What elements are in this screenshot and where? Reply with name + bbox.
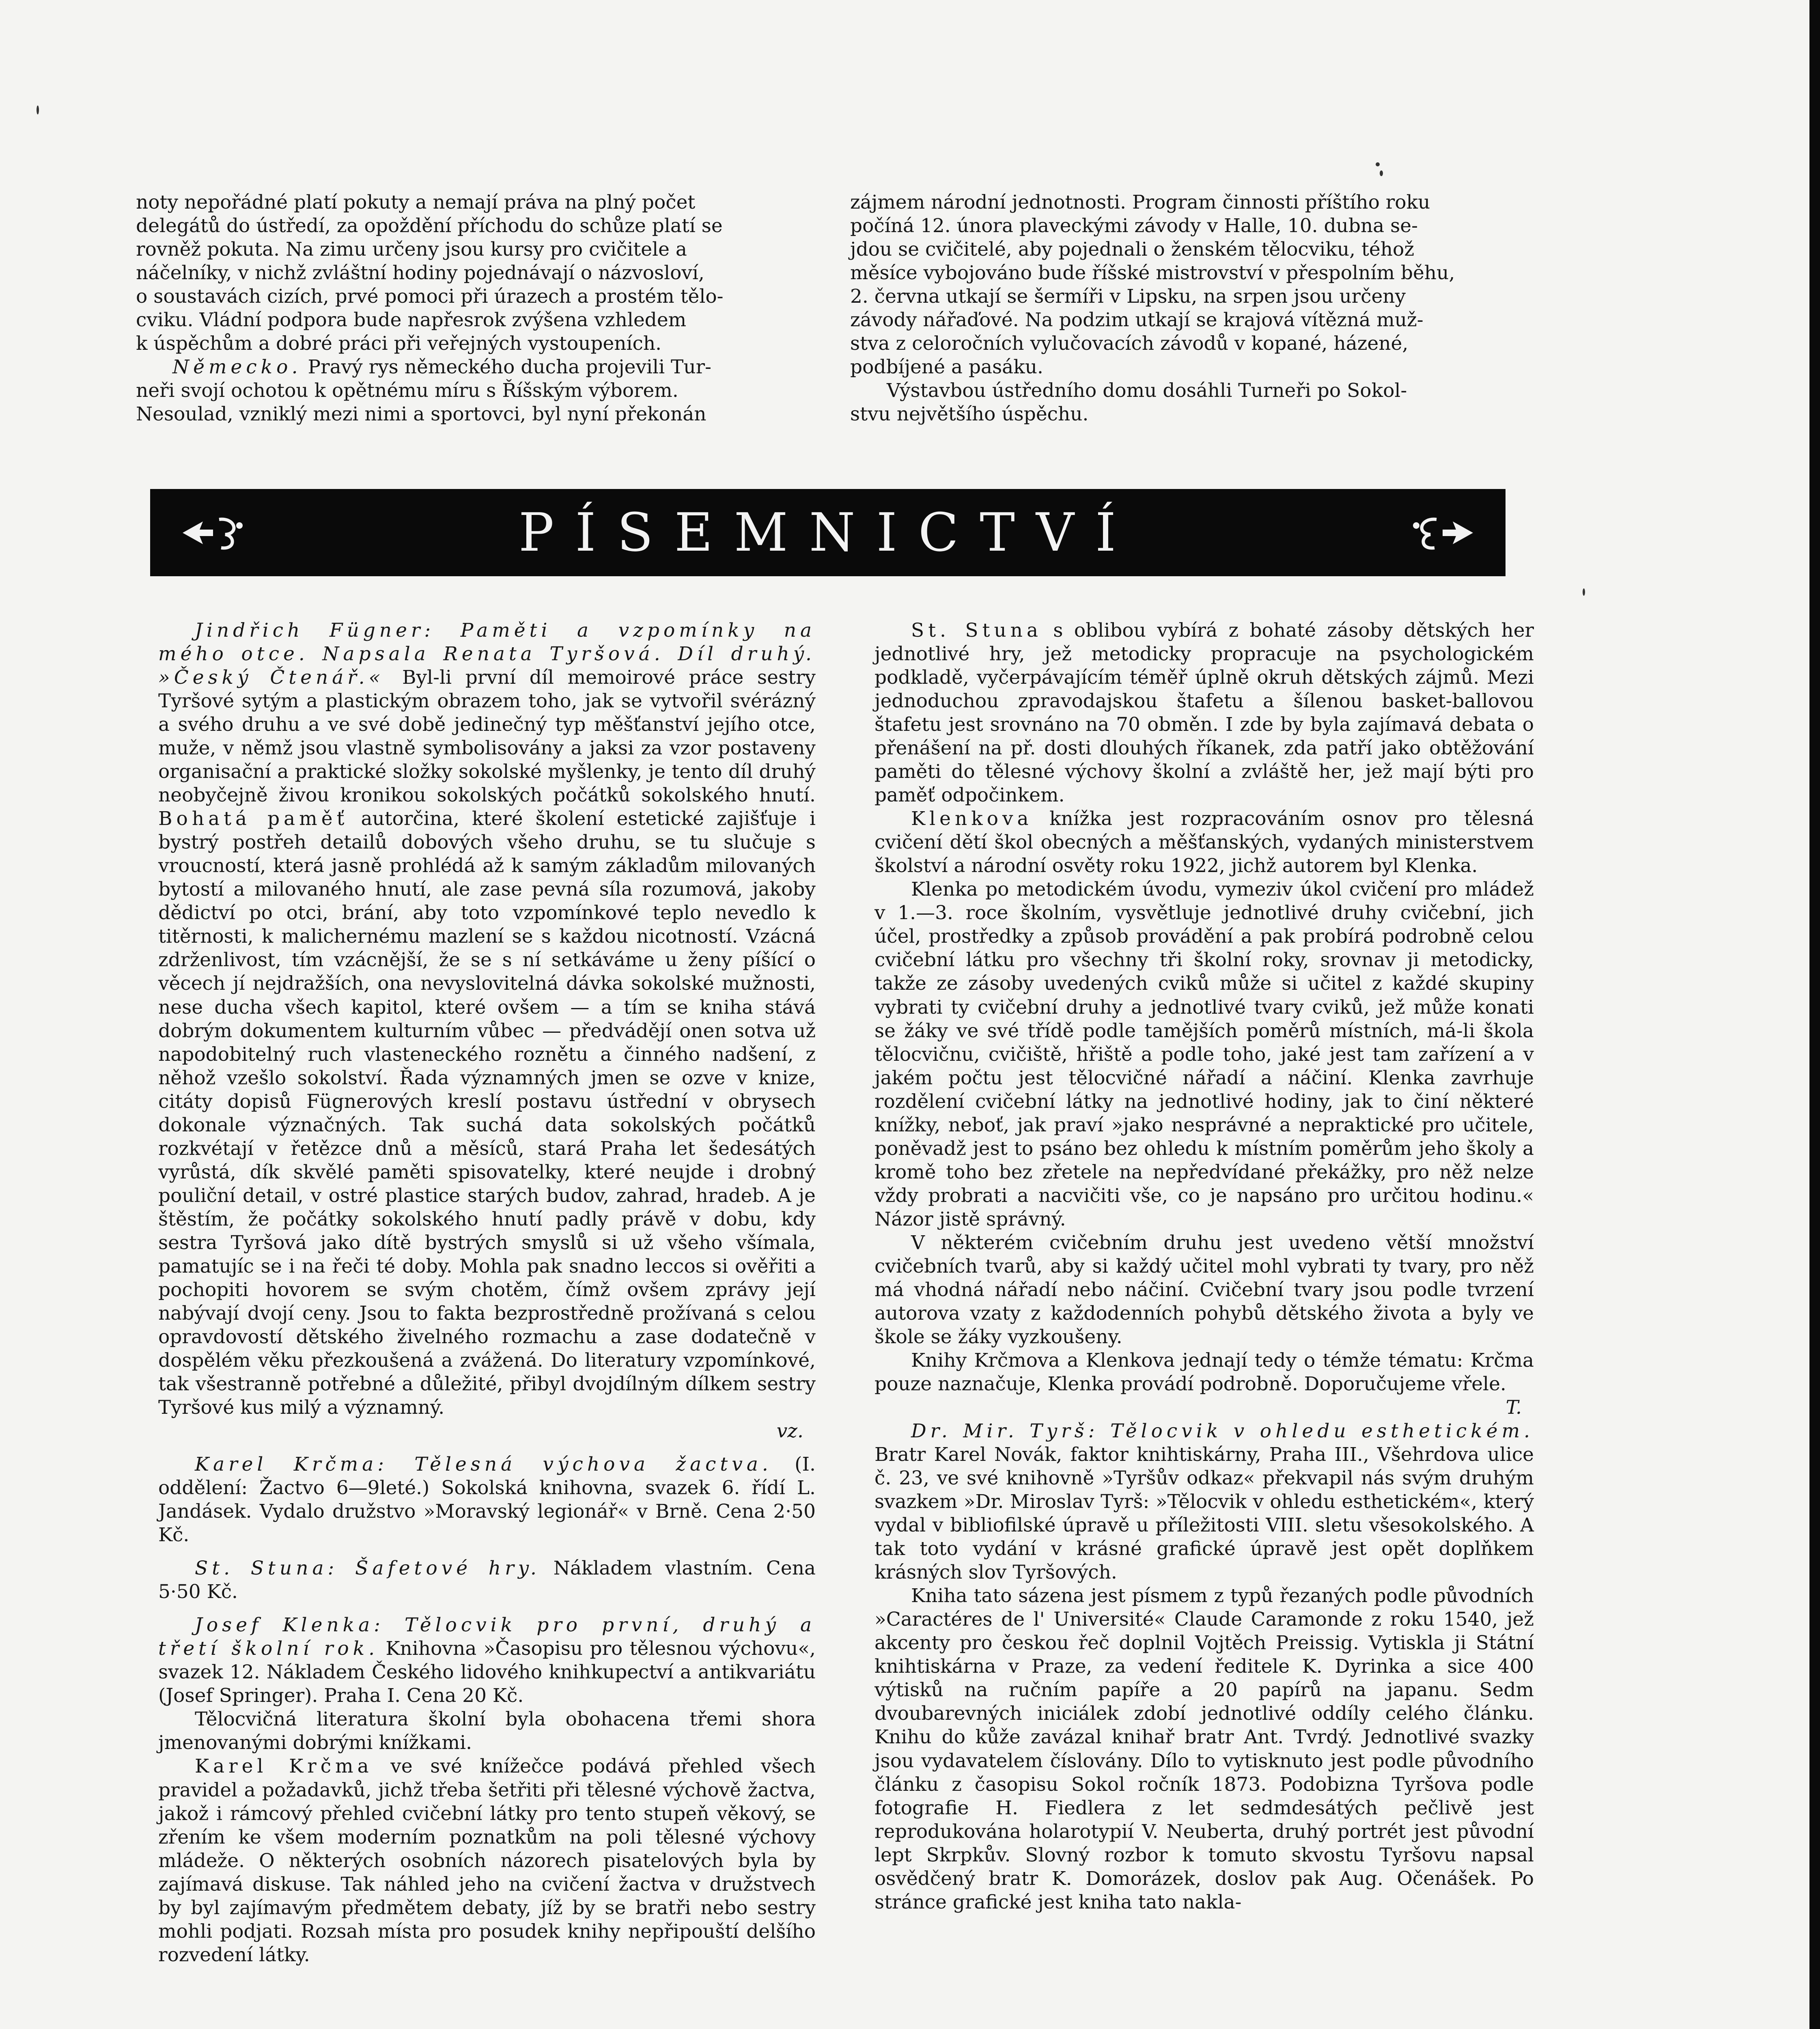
fugner-text: Byl-li první díl memoirové práce sestry Tyršové sytým a plastickým obrazem toho, jak se vytvořil svérázný a svého druhu a ve své době jedinečný typ měšťanství jejího otce, muže, v němž jsou vlastně symbolisovány a jaksi za vzor postaveny organisační a praktické složky sokolské myšlenky, je tento díl druhý neobyčejně živou kronikou sokolských počátků sokolského hnutí.: [158, 666, 816, 807]
top-right-line: 2. června utkají se šermíři v Lipsku, na srpen jsou určeny: [850, 285, 1406, 308]
section-title: PÍSEMNICTVÍ: [518, 502, 1137, 563]
klenka-paragraph-text: knížka jest rozpracováním osnov pro tělesná cvičení dětí škol obecných a měšťanských, vydaných ministerstvem školství a národní osvěty roku 1922, jichž autorem byl Klenka.: [874, 808, 1534, 877]
review-right-column: [874, 619, 1534, 1914]
klenka-title: Josef Klenka: Tělocvik pro první, druhý a třetí školní rok.: [158, 1614, 816, 1660]
top-left-line: noty nepořádné platí pokuty a nemají práva na plný počet: [136, 191, 696, 213]
nemecko-line: Nesoulad, vzniklý mezi nimi a sportovci, byl nyní překonán: [136, 403, 706, 426]
review-left-column: [158, 619, 816, 1967]
stuna-title: St. Stuna: Šafetové hry.: [195, 1557, 541, 1580]
klenka-paragraph-1: [874, 807, 1534, 878]
scan-speck: [1376, 162, 1380, 166]
tyrs-title: Dr. Mir. Tyrš: Tělocvik v ohledu esthetickém.: [911, 1420, 1534, 1443]
top-right-line: Výstavbou ústředního domu dosáhli Turneři po Sokol-: [887, 379, 1407, 402]
scan-speck: [1583, 588, 1585, 596]
stuna-label: St. Stuna: [911, 619, 1042, 642]
top-right-line: závody nářaďové. Na podzim utkají se krajová vítězná muž-: [850, 309, 1424, 332]
klenka-entry: [158, 1613, 816, 1708]
tyrs-paragraph-2: Kniha tato sázena jest písmem z typů řezaných podle původních »Caractéres de l' Université« Claude Caramonde z roku 1540, jež akcenty pro českou řeč doplnil Vojtěch Preissig. Vytiskla ji Státní knihtiskárna v Praze, za vedení ředitele K. Dyrinka a sice 400 výtisků na ručním papíře a 20 papírů na japanu. Sedm dvoubarevných iniciálek zdobí jednotlivé oddíly celého článku. Knihu do kůže zavázal knihař bratr Ant. Tvrdý. Jednotlivé svazky jsou vydavatelem číslovány. Dílo to vytisknuto jest podle původního článku z časopisu Sokol ročník 1873. Podobizna Tyršova podle fotografie H. Fiedlera z let sedmdesátých pečlivě jest reprodukována holarotypií V. Neuberta, druhý portrét jest původní lept Skrpkův. Slovný rozbor k tomuto skvostu Tyršovu napsal osvědčený bratr K. Domorázek, doslov pak Aug. Očenášek. Po stránce grafické jest kniha tato nakla-: [874, 1585, 1534, 1913]
stuna-paragraph-text: s oblibou vybírá z bohaté zásoby dětských her jednotlivé hry, jež metodicky propracuje na psychologickém podkladě, vyčerpávajícím téměř úplně okruh dětských zájmů. Mezi jednoduchou zpravodajskou štafetu a šílenou basket-ballovou štafetu jest srovnáno na 70 obměn. I zde by byla zajímavá debata o přenášení na př. dosti dlouhých říkanek, zda patří jako obtěžování paměti do tělesné výchovy školní a zvláště her, jež mají býti pro paměť odpočinkem.: [874, 619, 1534, 807]
top-left-line: o soustavách cizích, prvé pomoci při úrazech a prostém tělo-: [136, 285, 724, 308]
krcma-paragraph-text: ve své knížečce podává přehled všech pravidel a požadavků, jichž třeba šetřiti při tělesné výchově žactva, jakož i rámcový přehled cvičební látky pro tento stupeň věkový, se zřením ke všem moderním poznatkům na poli tělesné výchovy mládeže. O některých osobních názorech pisatelových byla by zajímavá diskuse. Tak náhled jeho na cvičení žactva v družstvech by byl zajímavým předmětem debaty, jíž by se bratři nebo sestry mohli podjati. Rozsah místa pro posudek knihy nepřipouští delšího rozvedení látky.: [158, 1755, 816, 1966]
klenka-paragraph-3: V některém cvičebním druhu jest uvedeno větší množství cvičebních tvarů, aby si každý učitel mohl vybrati ty tvary, pro něž má vhodná nářadí nebo náčiní. Cvičební tvary jsou podle tvrzení autorova vzaty z každodenních pohybů dětského života a byly ve škole se žáky vyzkoušeny.: [874, 1231, 1534, 1348]
nemecko-line: neři svojí ochotou k opětnému míru s Říšským výborem.: [136, 379, 678, 402]
nemecko-line: Pravý rys německého ducha projevili Tur-: [302, 356, 712, 379]
stuna-entry: [158, 1557, 816, 1604]
top-left-line: rovněž pokuta. Na zimu určeny jsou kursy pro cvičitele a: [136, 238, 687, 261]
klenka-details: Knihovna »Časopisu pro tělesnou výchovu«, svazek 12. Nákladem Českého lidového knihkupectví a antikvariátu (Josef Springer). Praha I. Cena 20 Kč.: [158, 1637, 816, 1707]
top-right-line: stva z celoročních vylučovacích závodů v kopané, házené,: [850, 332, 1409, 355]
krcma-entry: [158, 1453, 816, 1547]
fugner-title: Jindřich Fügner: Paměti a vzpomínky na mého otce. Napsala Renata Tyršová. Díl druhý.: [158, 619, 816, 666]
tyrs-text: Bratr Karel Novák, faktor knihtiskárny, Praha III., Všehrdova ulice č. 23, ve své knihovně »Tyršův odkaz« překvapil nás svým druhým svazkem »Dr. Miroslav Tyrš: »Tělocvik v ohledu esthetickém«, který vydal v bibliofilské úpravě u příležitosti VIII. sletu všesokolského. A tak toto vydání v krásné grafické úpravě jest opět doplňkem krásných slov Tyršových.: [874, 1443, 1534, 1584]
scan-speck: [1380, 170, 1383, 176]
top-right-line: zájmem národní jednotnosti. Program činnosti příštího roku: [850, 191, 1430, 213]
top-right-line: počíná 12. února plaveckými závody v Halle, 10. dubna se-: [850, 215, 1418, 237]
top-right-line: stvu největšího úspěchu.: [850, 403, 1089, 426]
top-right-line: podbíjené a pasáku.: [850, 356, 1043, 379]
stuna-paragraph: [874, 619, 1534, 807]
krcma-paragraph: [158, 1755, 816, 1967]
klenka-paragraph-4: Knihy Krčmova a Klenkova jednají tedy o témže tématu: Krčma pouze naznačuje, Klenka provádí podrobně. Doporučujeme vřele.: [874, 1349, 1534, 1395]
tyrs-entry: [874, 1419, 1534, 1584]
section-banner: [150, 489, 1506, 576]
nemecko-label: Německo.: [172, 356, 302, 379]
nemecko-paragraph: [136, 355, 808, 379]
top-right-line: měsíce vybojováno bude říšské mistrovství v přespolním běhu,: [850, 262, 1455, 284]
top-left-line: cviku. Vládní podpora bude napřesrok zvýšena vzhledem: [136, 309, 687, 332]
top-left-line: k úspěchům a dobré práci při veřejných vystoupeních.: [136, 332, 662, 355]
fugner-signature: vz.: [776, 1420, 803, 1443]
top-right-column: [850, 191, 1524, 426]
krcma-title: Karel Krčma: Tělesná výchova žactva.: [195, 1453, 772, 1476]
ornament-right-icon: [1404, 509, 1481, 556]
stuna-details: Nákladem vlastním. Cena 5·50 Kč.: [158, 1557, 816, 1603]
top-right-line: jdou se cvičitelé, aby pojednali o ženském tělocviku, téhož: [850, 238, 1415, 261]
literatura-paragraph: Tělocvičná literatura školní byla obohacena třemi shora jmenovanými dobrými knížkami.: [158, 1708, 816, 1754]
klenka-label: Klenkova: [911, 808, 1033, 830]
top-left-column: [136, 191, 808, 426]
top-left-line: náčelníky, v nichž zvláštní hodiny pojednávají o názvosloví,: [136, 262, 704, 284]
fugner-highlight: Bohatá paměť: [158, 808, 349, 830]
fugner-text-2: autorčina, které školení estetické zajišťuje i bystrý postřeh detailů dobových všeho druhu, se tu slučuje s vroucností, která jasně prohlédá až k samým základům milovaných bytostí a milovaného hnutí, ale zase pevná síla rozumová, jakoby dědictví po otci, brání, aby toto vzpomínkové teplo nevedlo k titěrnosti, k malichernému mazlení se s každou nicotností. Vzácná zdrženlivost, tím vzácnější, že se s ní setkáváme u ženy píšící o věcech jí nejdražších, ona nevyslovitelná dávka sokolské mužnosti, nese ducha všech kapitol, které ovšem — a tím se kniha stává dobrým dokumentem kulturním vůbec — předvádějí onen sotva už napodobitelný ruch vlasteneckého roznětu a činného nadšení, z něhož vzešlo sokolství. Řada významných jmen se ozve v knize, citáty dopisů Fügnerových kreslí postavu ústřední v obrysech dokonale význačných. Tak suchá data sokolských počátků rozkvétají v řetězce dnů a měsíců, stará Praha let šedesátých vyrůstá, dík skvělé paměti spisovatelky, které neujde i drobný pouliční detail, v ostré plastice starých budov, zahrad, hradeb. A je štěstím, že počátky sokolského hnutí padly právě v dobu, kdy sestra Tyršová jako dítě bystrých smyslů si už všeho všímala, pamatujíc se i na řeči té doby. Mohla pak snadno leccos si ověřiti a pochopiti hovorem se svým chotěm, čímž ovšem zprávy její nabývají dvojí ceny. Jsou to fakta bezprostředně prožívaná s celou opravdovostí dětského živelného rozmachu a zase dodatečně v dospělém věku přezkoušená a zvážená. Do literatury vzpomínkové, tak všestranně potřebné a důležité, přibyl dvojdílným dílkem sestry Tyršové kus milý a významný.: [158, 808, 816, 1419]
klenka-paragraph-2: Klenka po metodickém úvodu, vymeziv úkol cvičení pro mládež v 1.—3. roce školním, vysvětluje jednotlivé druhy cvičební, jich účel, prostředky a způsob provádění a pak probírá podrobně celou cvičební látku pro všechny tři školní roky, srovnav ji metodicky, takže ze zásoby uvedených cviků může si učitel z každé skupiny vybrati ty cvičební druhy a jednotlivé tvary cviků, jež může konati se žáky ve své třídě podle tamějších poměrů místních, má-li škola tělocvičnu, cvičiště, hřiště a podle toho, jaké jest tam zařízení a v jakém počtu jest tělocvičné nářadí a náčiní. Klenka zavrhuje rozdělení cvičební látky na jednotlivé hodiny, jak to činí některé knížky, neboť, jak praví »jako nesprávné a nepraktické pro učitele, poněvadž jest to psáno bez ohledu k místním poměrům jeho školy a kromě toho bez zřetele na nepředvídané překážky, pro něž nelze vždy probrati a nacvičiti vše, co je napsáno pro určitou hodinu.« Názor jistě správný.: [874, 878, 1534, 1230]
top-left-line: delegátů do ústředí, za opoždění příchodu do schůze platí se: [136, 215, 723, 237]
klenka-signature: T.: [1506, 1396, 1522, 1419]
krcma-details: (I. oddělení: Žactvo 6—9leté.) Sokolská knihovna, svazek 6. řídí L. Jandásek. Vydalo družstvo »Moravský legionář« v Brně. Cena 2·50 Kč.: [158, 1453, 816, 1547]
krcma-label: Karel Krčma: [195, 1755, 373, 1778]
scan-edge-right: [1809, 0, 1820, 2029]
fugner-review: [158, 619, 816, 1419]
scan-speck: [37, 106, 39, 114]
fugner-series: »Český Čtenář.«: [158, 666, 402, 689]
